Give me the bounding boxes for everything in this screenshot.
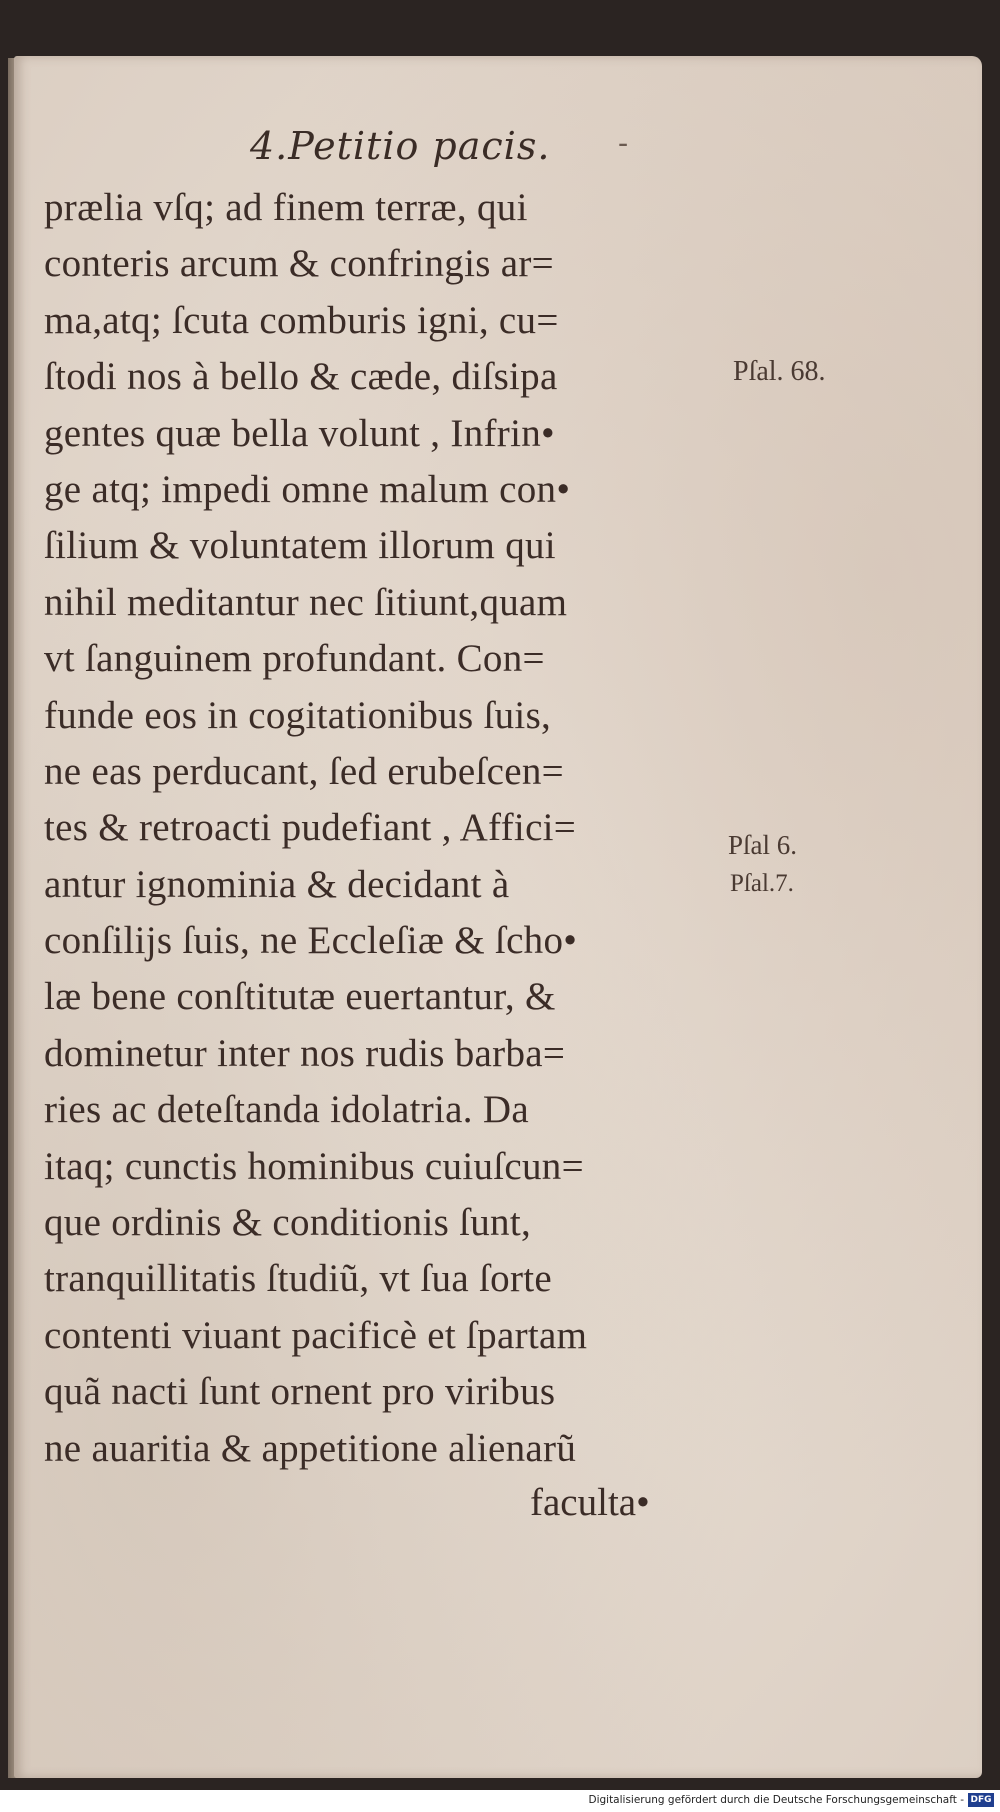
text-line: quã nacti ſunt ornent pro viribus — [44, 1370, 556, 1414]
text-line: funde eos in cogitationibus ſuis, — [44, 693, 552, 737]
text-line: ma,atq; ſcuta comburis igni, cu= — [44, 298, 559, 342]
text-line: ſilium & voluntatem illorum qui — [44, 524, 556, 568]
text-line: contenti viuant pacificè et ſpartam — [44, 1313, 588, 1357]
running-head-mark: - — [618, 126, 629, 161]
text-line: conteris arcum & confringis ar= — [44, 242, 554, 286]
text-line: ne auaritia & appetitione alienarũ — [44, 1426, 577, 1470]
text-line: tes & retroacti pudefiant , Affici= — [44, 806, 577, 850]
text-line: que ordinis & conditionis ſunt, — [44, 1201, 532, 1245]
text-line: ne eas perducant, ſed erubeſcen= — [44, 749, 564, 793]
text-line: gentes quæ bella volunt , Infrin• — [44, 411, 555, 455]
text-line: dominetur inter nos rudis barba= — [44, 1031, 566, 1075]
text-line: itaq; cunctis hominibus cuiuſcun= — [44, 1144, 584, 1188]
footer-bar — [0, 1790, 1000, 1812]
text-line: vt ſanguinem profundant. Con= — [44, 637, 545, 681]
funding-credit: Digitalisierung gefördert durch die Deutsche Forschungsgemeinschaft - — [588, 1794, 964, 1806]
text-line: antur ignominia & decidant à — [44, 862, 510, 906]
text-line: ries ac deteſtanda idolatria. Da — [44, 1088, 529, 1132]
text-line: prælia vſq; ad finem terræ, qui — [44, 186, 528, 229]
text-line: tranquillitatis ſtudiũ, vt ſua ſorte — [44, 1257, 552, 1301]
catchword: faculta• — [530, 1481, 650, 1524]
text-line: conſilijs ſuis, ne Eccleſiæ & ſcho• — [44, 919, 578, 963]
dfg-logo: DFG — [968, 1793, 994, 1807]
page-body-text — [44, 180, 734, 1477]
margin-note-psal-7: Pſal.7. — [730, 870, 794, 897]
text-line: ſtodi nos à bello & cæde, diſsipa — [44, 355, 558, 399]
text-line: nihil meditantur nec ſitiunt,quam — [44, 580, 568, 624]
running-head: 4.Petitio pacis. — [250, 124, 551, 168]
margin-note-psal-6: Pſal 6. — [728, 830, 798, 860]
text-line: ge atq; impedi omne malum con• — [44, 467, 571, 511]
text-line: læ bene conſtitutæ euertantur, & — [44, 975, 556, 1019]
margin-note-psal-68: Pſal. 68. — [733, 356, 826, 387]
